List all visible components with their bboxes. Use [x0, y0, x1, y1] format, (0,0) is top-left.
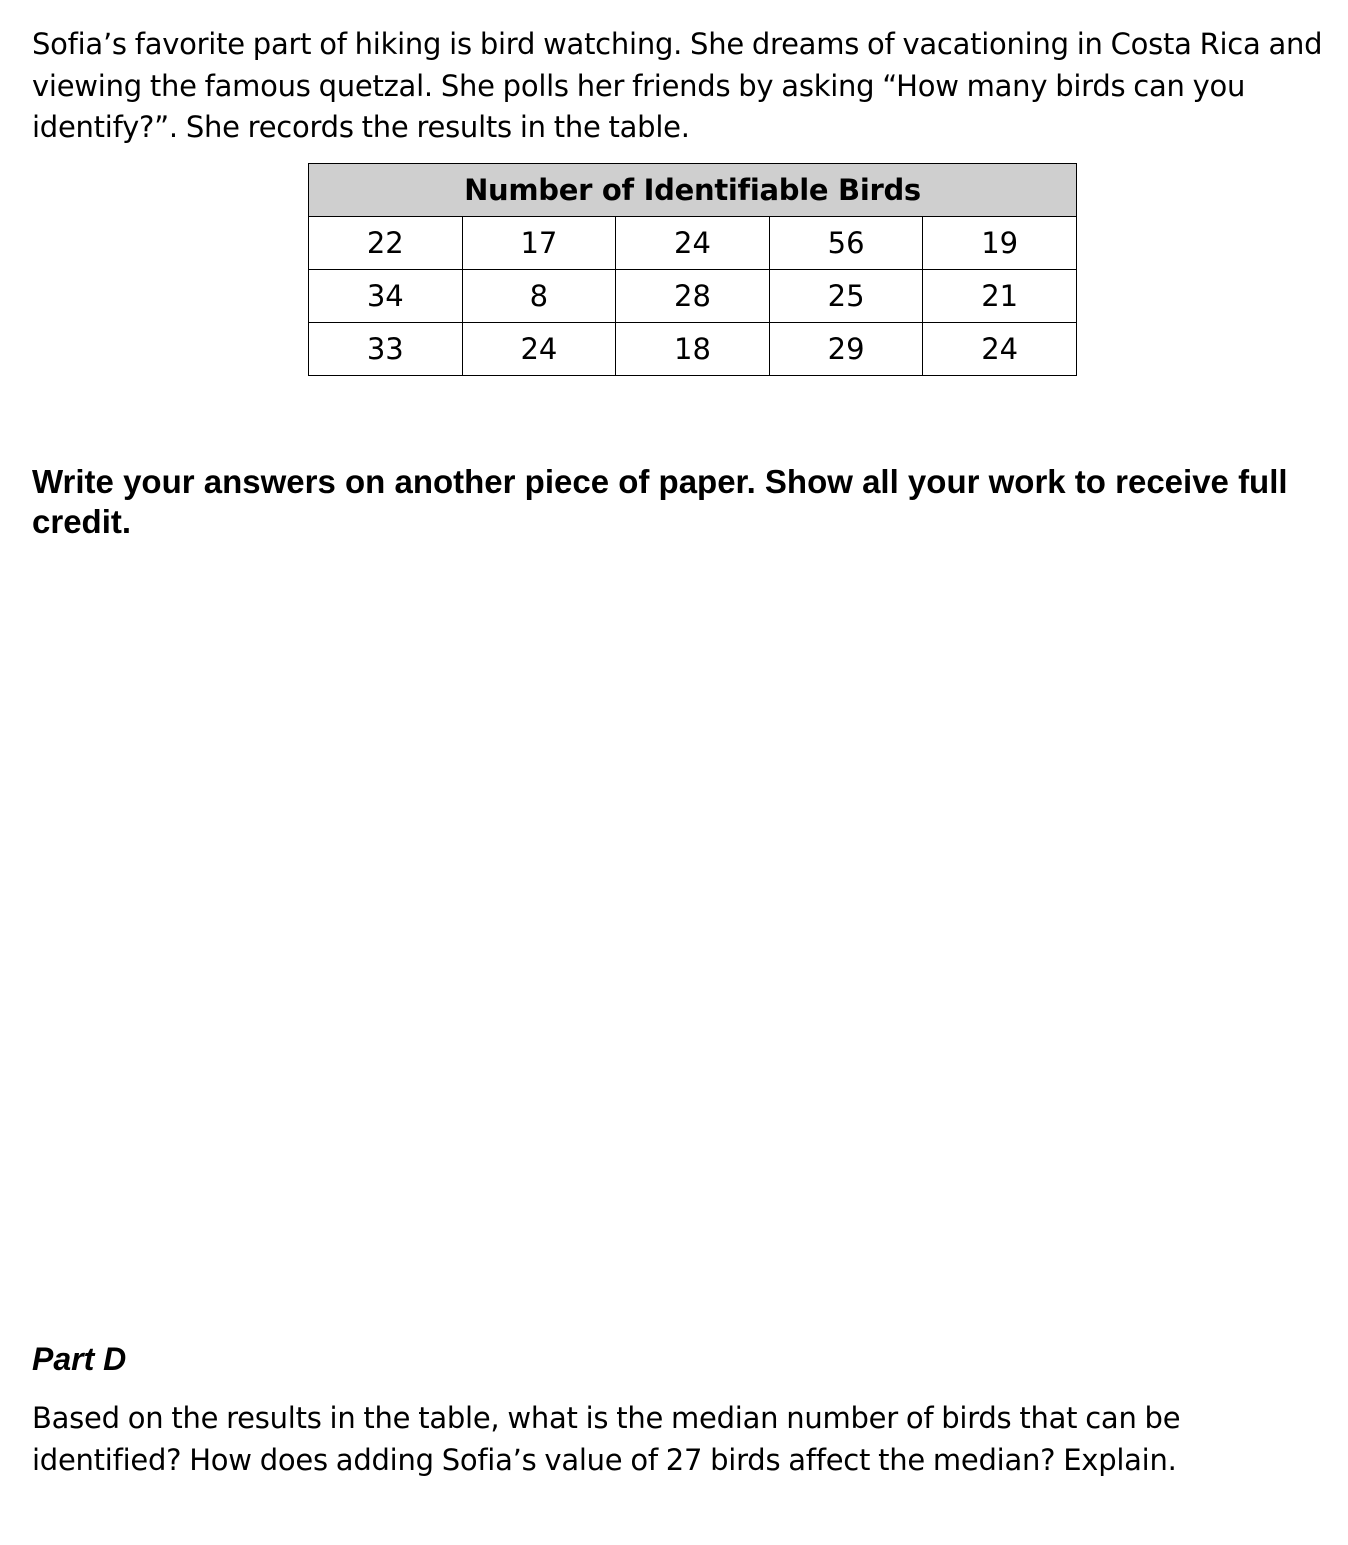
- table-cell: 25: [769, 270, 923, 323]
- part-d-question: Based on the results in the table, what is the median number of birds that can be identified? How does adding Sofia’s value of 27 birds affect the median? Explain.: [32, 1401, 1181, 1477]
- table-cell: 8: [462, 270, 616, 323]
- table-cell: 24: [923, 323, 1077, 376]
- table-cell: 21: [923, 270, 1077, 323]
- intro-paragraph: Sofia’s favorite part of hiking is bird watching. She dreams of vacationing in Costa Rica and viewing the famous quetzal. She polls her friends by asking “How many birds can you identify?”. She records the results in the table.: [32, 27, 1323, 144]
- table-cell: 56: [769, 217, 923, 270]
- table-cell: 24: [462, 323, 616, 376]
- table-cell: 18: [616, 323, 770, 376]
- birds-table: [308, 163, 1077, 376]
- table-cell: 28: [616, 270, 770, 323]
- table-cell: 34: [309, 270, 463, 323]
- table-row: [309, 323, 1077, 376]
- table-cell: 17: [462, 217, 616, 270]
- table-cell: 33: [309, 323, 463, 376]
- table-cell: 24: [616, 217, 770, 270]
- table-cell: 19: [923, 217, 1077, 270]
- table-row: [309, 270, 1077, 323]
- part-d-heading: Part D: [32, 1341, 127, 1377]
- instructions: Write your answers on another piece of paper. Show all your work to receive full credit.: [32, 463, 1288, 540]
- table-row: [309, 217, 1077, 270]
- table-cell: 22: [309, 217, 463, 270]
- table-header-row: [309, 164, 1077, 217]
- table-cell: 29: [769, 323, 923, 376]
- table-title: Number of Identifiable Birds: [309, 164, 1077, 217]
